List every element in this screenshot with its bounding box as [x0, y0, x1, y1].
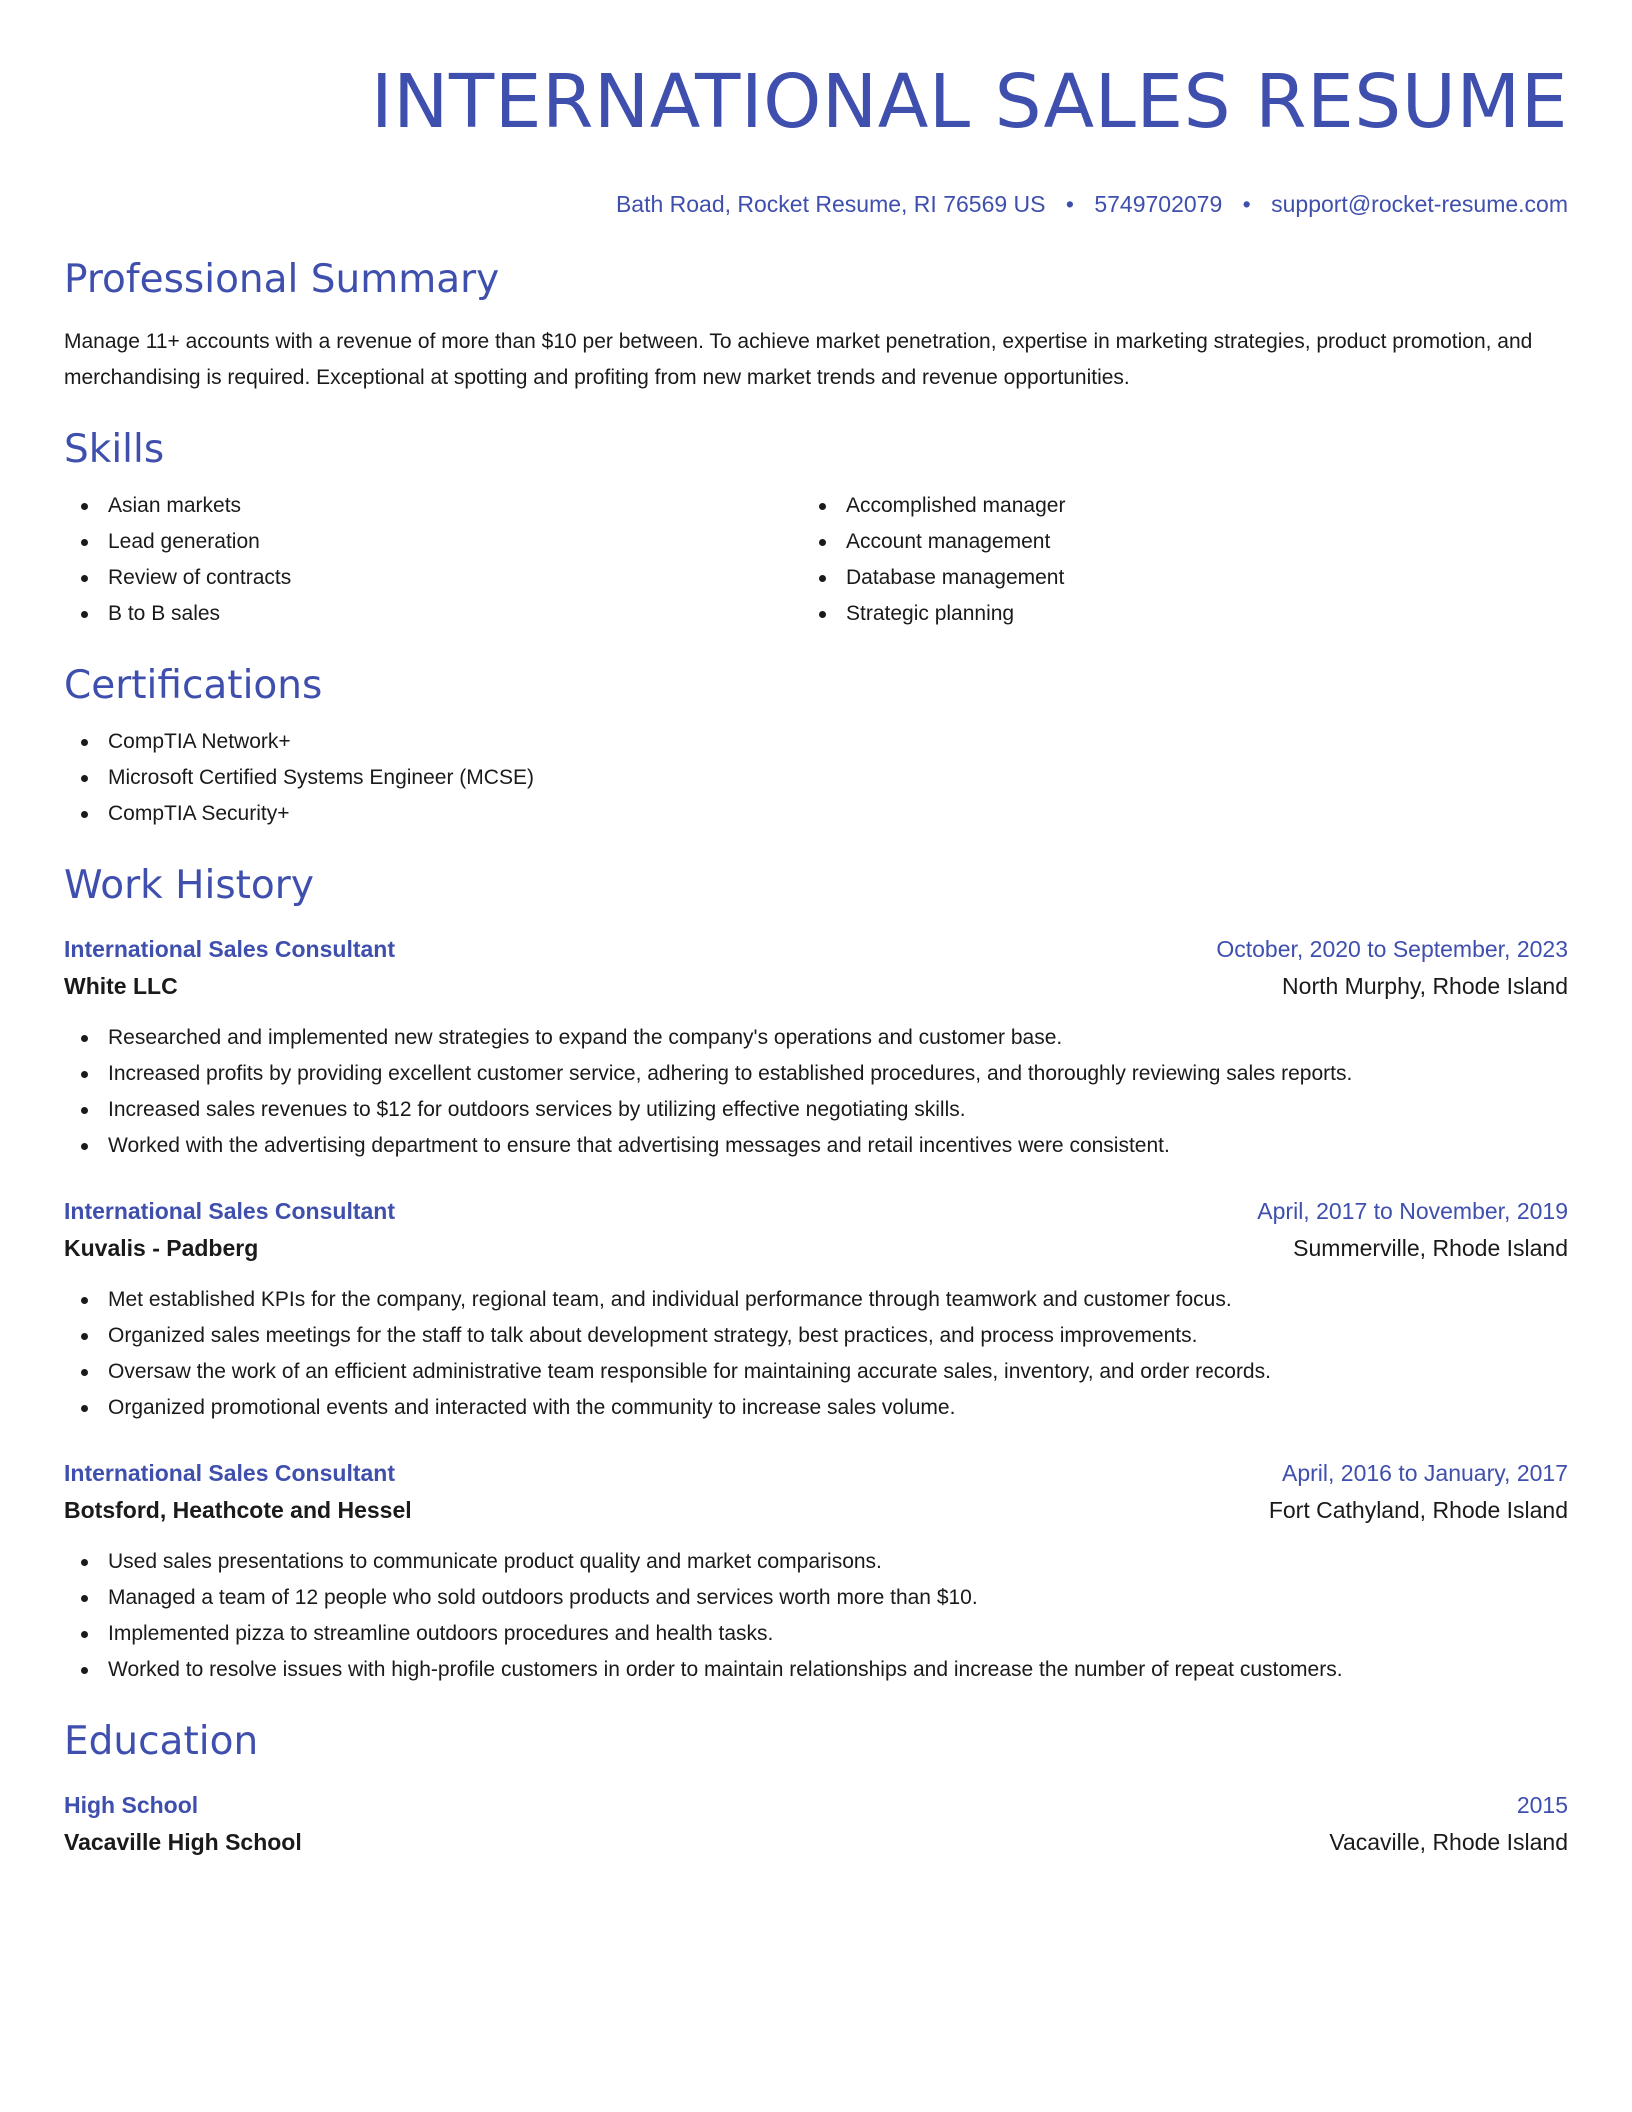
- summary-text: Manage 11+ accounts with a revenue of more than $10 per between. To achieve market penetration, expertise in marketing strategies, product promotion, and merchandising is required. Exceptional at spotting and profiting from new market trends and revenue opportunities.: [64, 330, 1533, 389]
- contact-separator: •: [1242, 191, 1251, 217]
- skill-item: Review of contracts: [64, 560, 802, 596]
- job-dates: April, 2016 to January, 2017: [1282, 1460, 1568, 1486]
- job-entry: [64, 1456, 1568, 1688]
- job-bullet: Organized sales meetings for the staff to talk about development strategy, best practices, and process improvements.: [64, 1318, 1568, 1354]
- job-company: Botsford, Heathcote and Hessel: [64, 1497, 412, 1523]
- job-title: International Sales Consultant: [64, 936, 395, 962]
- skills-heading: Skills: [64, 427, 165, 472]
- job-bullet: Worked with the advertising department to ensure that advertising messages and retail incentives were consistent.: [64, 1128, 1568, 1164]
- education-school: Vacaville High School: [64, 1829, 302, 1855]
- skill-item: Account management: [802, 524, 1540, 560]
- job-bullet: Worked to resolve issues with high-profile customers in order to maintain relationships and increase the number of repeat customers.: [64, 1652, 1568, 1688]
- job-header-row: [64, 1456, 1568, 1490]
- certifications-heading: Certifications: [64, 663, 323, 708]
- skills-grid: [64, 488, 1568, 632]
- resume-header: [64, 0, 1568, 218]
- certifications-section: [64, 662, 1568, 832]
- job-bullet: Organized promotional events and interacted with the community to increase sales volume.: [64, 1390, 1568, 1426]
- job-bullet: Met established KPIs for the company, regional team, and individual performance through teamwork and customer focus.: [64, 1282, 1568, 1318]
- job-company: White LLC: [64, 973, 178, 999]
- education-degree: High School: [64, 1792, 199, 1818]
- education-section: [64, 1718, 1568, 1862]
- skills-list-right: [802, 488, 1540, 632]
- skill-item: Database management: [802, 560, 1540, 596]
- education-school-row: [64, 1822, 1568, 1862]
- job-bullets: [64, 1020, 1568, 1164]
- job-title: International Sales Consultant: [64, 1198, 395, 1224]
- certifications-list: [64, 724, 1568, 832]
- education-heading: Education: [64, 1719, 259, 1764]
- skill-item: Strategic planning: [802, 596, 1540, 632]
- job-entry: [64, 1194, 1568, 1426]
- certification-item: CompTIA Network+: [64, 724, 1568, 760]
- education-location: Vacaville, Rhode Island: [1329, 1829, 1568, 1855]
- certification-item: CompTIA Security+: [64, 796, 1568, 832]
- education-header-row: [64, 1788, 1568, 1822]
- skill-item: Accomplished manager: [802, 488, 1540, 524]
- skill-item: B to B sales: [64, 596, 802, 632]
- summary-section: [64, 256, 1568, 396]
- contact-address: Bath Road, Rocket Resume, RI 76569 US: [615, 191, 1046, 217]
- job-bullet: Researched and implemented new strategies to expand the company's operations and customer base.: [64, 1020, 1568, 1056]
- skill-item: Asian markets: [64, 488, 802, 524]
- job-bullet: Increased sales revenues to $12 for outdoors services by utilizing effective negotiating skills.: [64, 1092, 1568, 1128]
- job-bullet: Oversaw the work of an efficient administrative team responsible for maintaining accurate sales, inventory, and order records.: [64, 1354, 1568, 1390]
- contact-phone: 5749702079: [1094, 191, 1223, 217]
- job-entry: [64, 932, 1568, 1164]
- resume-title: INTERNATIONAL SALES RESUME: [370, 59, 1568, 145]
- education-year: 2015: [1516, 1792, 1568, 1818]
- job-location: Fort Cathyland, Rhode Island: [1268, 1497, 1568, 1523]
- job-bullet: Increased profits by providing excellent customer service, adhering to established procedures, and thoroughly reviewing sales reports.: [64, 1056, 1568, 1092]
- job-header-row: [64, 1194, 1568, 1228]
- job-title: International Sales Consultant: [64, 1460, 395, 1486]
- job-company-row: [64, 1490, 1568, 1530]
- work-history-heading: Work History: [64, 863, 314, 908]
- skills-list-left: [64, 488, 802, 632]
- certification-item: Microsoft Certified Systems Engineer (MCSE): [64, 760, 1568, 796]
- job-header-row: [64, 932, 1568, 966]
- skill-item: Lead generation: [64, 524, 802, 560]
- contact-separator: •: [1065, 191, 1074, 217]
- job-bullets: [64, 1282, 1568, 1426]
- job-dates: October, 2020 to September, 2023: [1216, 936, 1568, 962]
- job-dates: April, 2017 to November, 2019: [1257, 1198, 1568, 1224]
- job-company-row: [64, 1228, 1568, 1268]
- contact-line: [64, 190, 1568, 218]
- education-entry: [64, 1788, 1568, 1862]
- job-bullet: Implemented pizza to streamline outdoors procedures and health tasks.: [64, 1616, 1568, 1652]
- work-history-section: [64, 862, 1568, 1688]
- job-bullet: Managed a team of 12 people who sold outdoors products and services worth more than $10.: [64, 1580, 1568, 1616]
- job-bullets: [64, 1544, 1568, 1688]
- job-location: Summerville, Rhode Island: [1293, 1235, 1568, 1261]
- job-bullet: Used sales presentations to communicate product quality and market comparisons.: [64, 1544, 1568, 1580]
- job-location: North Murphy, Rhode Island: [1282, 973, 1568, 999]
- contact-email: support@rocket-resume.com: [1271, 191, 1568, 217]
- summary-heading: Professional Summary: [64, 257, 500, 302]
- skills-section: [64, 426, 1568, 632]
- job-company: Kuvalis - Padberg: [64, 1235, 259, 1261]
- job-company-row: [64, 966, 1568, 1006]
